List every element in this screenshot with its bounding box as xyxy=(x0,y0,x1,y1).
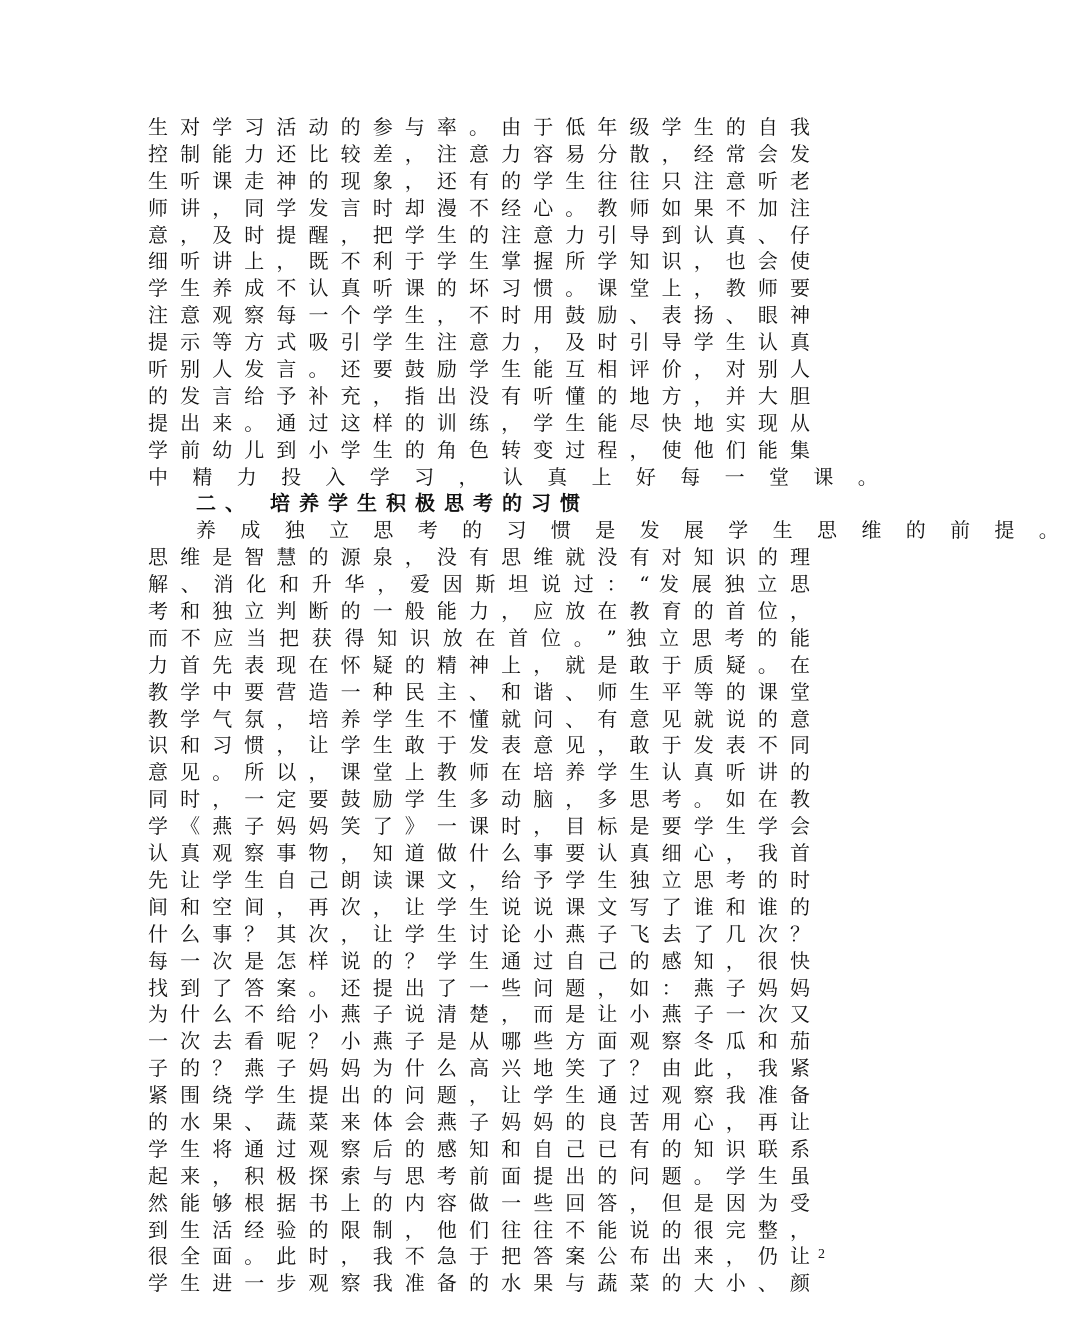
text-line: 学 生 将 通 过 观 察 后 的 感 知 和 自 己 已 有 的 知 识 联 系 xyxy=(148,1136,810,1161)
text-line: 解 、 消 化 和 升 华 ， 爱 因 斯 坦 说 过 ： “ 发 展 独 立 思 xyxy=(148,572,810,597)
text-line: 提 示 等 方 式 吸 引 学 生 注 意 力 ， 及 时 引 导 学 生 认 真 xyxy=(148,330,810,355)
text-line: 为 什 么 不 给 小 燕 子 说 清 楚 ， 而 是 让 小 燕 子 一 次 又 xyxy=(148,1002,810,1027)
text-line: 学 前 幼 儿 到 小 学 生 的 角 色 转 变 过 程 ， 使 他 们 能 集 xyxy=(148,437,810,462)
text-line: 生 听 课 走 神 的 现 象 ， 还 有 的 学 生 往 往 只 注 意 听 老 xyxy=(148,168,810,193)
text-line: 控 制 能 力 还 比 较 差 ， 注 意 力 容 易 分 散 ， 经 常 会 发 xyxy=(148,141,810,166)
text-line: 提 出 来 。 通 过 这 样 的 训 练 ， 学 生 能 尽 快 地 实 现 从 xyxy=(148,410,810,435)
text-line: 养 成 独 立 思 考 的 习 惯 是 发 展 学 生 思 维 的 前 提 。 xyxy=(196,518,1068,543)
section-heading: 二、 培养学生积极思考的习惯 xyxy=(196,491,589,516)
text-line: 的 水 果 、 蔬 菜 来 体 会 燕 子 妈 妈 的 良 苦 用 心 ， 再 让 xyxy=(148,1109,810,1134)
text-line: 考 和 独 立 判 断 的 一 般 能 力 ， 应 放 在 教 育 的 首 位 ， xyxy=(148,599,810,624)
text-line: 的 发 言 给 予 补 充 ， 指 出 没 有 听 懂 的 地 方 ， 并 大 胆 xyxy=(148,383,810,408)
text-line: 学 生 进 一 步 观 察 我 准 备 的 水 果 与 蔬 菜 的 大 小 、 颜 xyxy=(148,1271,810,1296)
text-line: 而 不 应 当 把 获 得 知 识 放 在 首 位 。 ” 独 立 思 考 的 能 xyxy=(148,625,810,650)
text-line: 起 来 ， 积 极 探 索 与 思 考 前 面 提 出 的 问 题 。 学 生 虽 xyxy=(148,1163,810,1188)
text-line: 思 维 是 智 慧 的 源 泉 ， 没 有 思 维 就 没 有 对 知 识 的 理 xyxy=(148,545,810,570)
text-line: 很 全 面 。 此 时 ， 我 不 急 于 把 答 案 公 布 出 来 ， 仍 让 xyxy=(148,1244,810,1269)
text-line: 识 和 习 惯 ， 让 学 生 敢 于 发 表 意 见 ， 敢 于 发 表 不 同 xyxy=(148,733,810,758)
text-line: 力 首 先 表 现 在 怀 疑 的 精 神 上 ， 就 是 敢 于 质 疑 。 在 xyxy=(148,652,810,677)
body-text xyxy=(148,114,1068,1297)
text-line: 认 真 观 察 事 物 ， 知 道 做 什 么 事 要 认 真 细 心 ， 我 首 xyxy=(148,841,810,866)
page-number: 2 xyxy=(818,1247,825,1262)
text-line: 子 的 ？ 燕 子 妈 妈 为 什 么 高 兴 地 笑 了 ？ 由 此 ， 我 紧 xyxy=(148,1056,810,1081)
text-line: 一 次 去 看 呢 ？ 小 燕 子 是 从 哪 些 方 面 观 察 冬 瓜 和 茄 xyxy=(148,1029,810,1054)
text-line: 先 让 学 生 自 己 朗 读 课 文 ， 给 予 学 生 独 立 思 考 的 时 xyxy=(148,867,810,892)
text-line: 细 听 讲 上 ， 既 不 利 于 学 生 掌 握 所 学 知 识 ， 也 会 使 xyxy=(148,249,810,274)
text-line: 意 见 。 所 以 ， 课 堂 上 教 师 在 培 养 学 生 认 真 听 讲 的 xyxy=(148,760,810,785)
text-line: 找 到 了 答 案 。 还 提 出 了 一 些 问 题 ， 如 ： 燕 子 妈 妈 xyxy=(148,975,810,1000)
text-line: 间 和 空 间 ， 再 次 ， 让 学 生 说 说 课 文 写 了 谁 和 谁 的 xyxy=(148,894,810,919)
text-line: 什 么 事 ？ 其 次 ， 让 学 生 讨 论 小 燕 子 飞 去 了 几 次 ？ xyxy=(148,921,810,946)
text-line: 每 一 次 是 怎 样 说 的 ？ 学 生 通 过 自 己 的 感 知 ， 很 快 xyxy=(148,948,810,973)
text-line: 意 ， 及 时 提 醒 ， 把 学 生 的 注 意 力 引 导 到 认 真 、 仔 xyxy=(148,222,810,247)
text-line: 到 生 活 经 验 的 限 制 ， 他 们 往 往 不 能 说 的 很 完 整 ， xyxy=(148,1217,810,1242)
text-line: 学 生 养 成 不 认 真 听 课 的 坏 习 惯 。 课 堂 上 ， 教 师 要 xyxy=(148,276,810,301)
text-line: 生 对 学 习 活 动 的 参 与 率 。 由 于 低 年 级 学 生 的 自 我 xyxy=(148,115,810,139)
text-line: 中 精 力 投 入 学 习 ， 认 真 上 好 每 一 堂 课 。 xyxy=(148,464,887,489)
text-line: 师 讲 ， 同 学 发 言 时 却 漫 不 经 心 。 教 师 如 果 不 加 注 xyxy=(148,195,810,220)
text-line: 紧 围 绕 学 生 提 出 的 问 题 ， 让 学 生 通 过 观 察 我 准 备 xyxy=(148,1083,810,1108)
text-line: 听 别 人 发 言 。 还 要 鼓 励 学 生 能 互 相 评 价 ， 对 别 人 xyxy=(148,357,810,382)
text-line: 教 学 气 氛 ， 培 养 学 生 不 懂 就 问 、 有 意 见 就 说 的 意 xyxy=(148,706,810,731)
text-line: 注 意 观 察 每 一 个 学 生 ， 不 时 用 鼓 励 、 表 扬 、 眼 神 xyxy=(148,303,810,328)
text-line: 教 学 中 要 营 造 一 种 民 主 、 和 谐 、 师 生 平 等 的 课 堂 xyxy=(148,679,810,704)
text-line: 同 时 ， 一 定 要 鼓 励 学 生 多 动 脑 ， 多 思 考 。 如 在 教 xyxy=(148,787,810,812)
text-line: 然 能 够 根 据 书 上 的 内 容 做 一 些 回 答 ， 但 是 因 为 受 xyxy=(148,1190,810,1215)
text-line: 学 《 燕 子 妈 妈 笑 了 》 一 课 时 ， 目 标 是 要 学 生 学 会 xyxy=(148,814,810,839)
